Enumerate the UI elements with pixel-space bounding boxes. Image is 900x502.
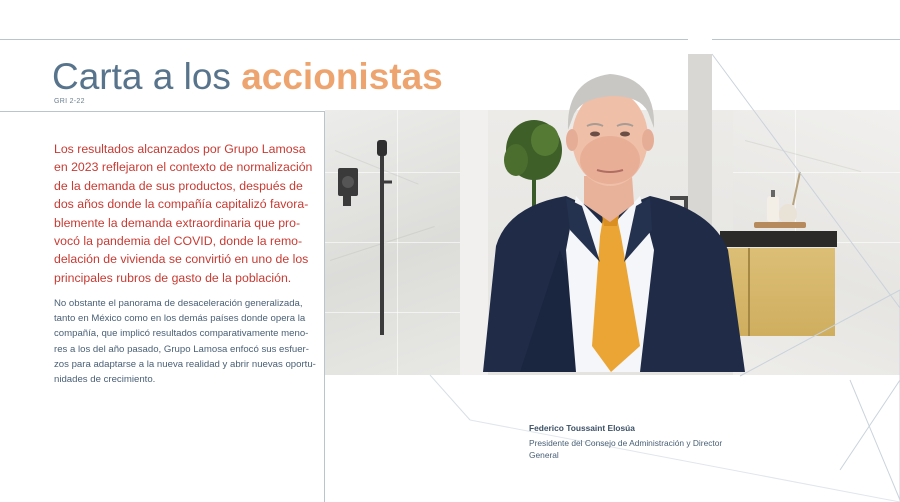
credit-role: Presidente del Consejo de Administración y Director General — [529, 438, 723, 460]
deco-line — [850, 380, 900, 500]
body-paragraph: No obstante el panorama de desaceleración generalizada, tanto en México como en los demás países donde opera la compañía, que implicó resultados comparativamente menores a los del año pasado, Grupo Lamosa enfocó sus esfuerzos para adaptarse a la nueva realidad y abrir nuevas oportunidades de crecimiento. — [54, 298, 316, 386]
credit-name: Federico Toussaint Elosúa — [529, 423, 635, 433]
deco-line — [712, 54, 900, 308]
title-accent: accionistas — [241, 56, 443, 97]
lead-paragraph: Los resultados alcanzados por Grupo Lamosa en 2023 reflejaron el contexto de normalización de la demanda de sus productos, después de dos años donde la compañía capitalizó favorablemente la demanda extraordinaria que provocó la pandemia del COVID, donde la remodelación de vivienda se convirtió en uno de los principales rubros de gasto de la población. — [54, 142, 313, 285]
title-light: Carta a los — [52, 56, 231, 97]
deco-line — [740, 290, 900, 376]
gri-reference: GRI 2-22 — [54, 98, 85, 105]
deco-line — [840, 380, 900, 470]
deco-line — [430, 375, 470, 420]
